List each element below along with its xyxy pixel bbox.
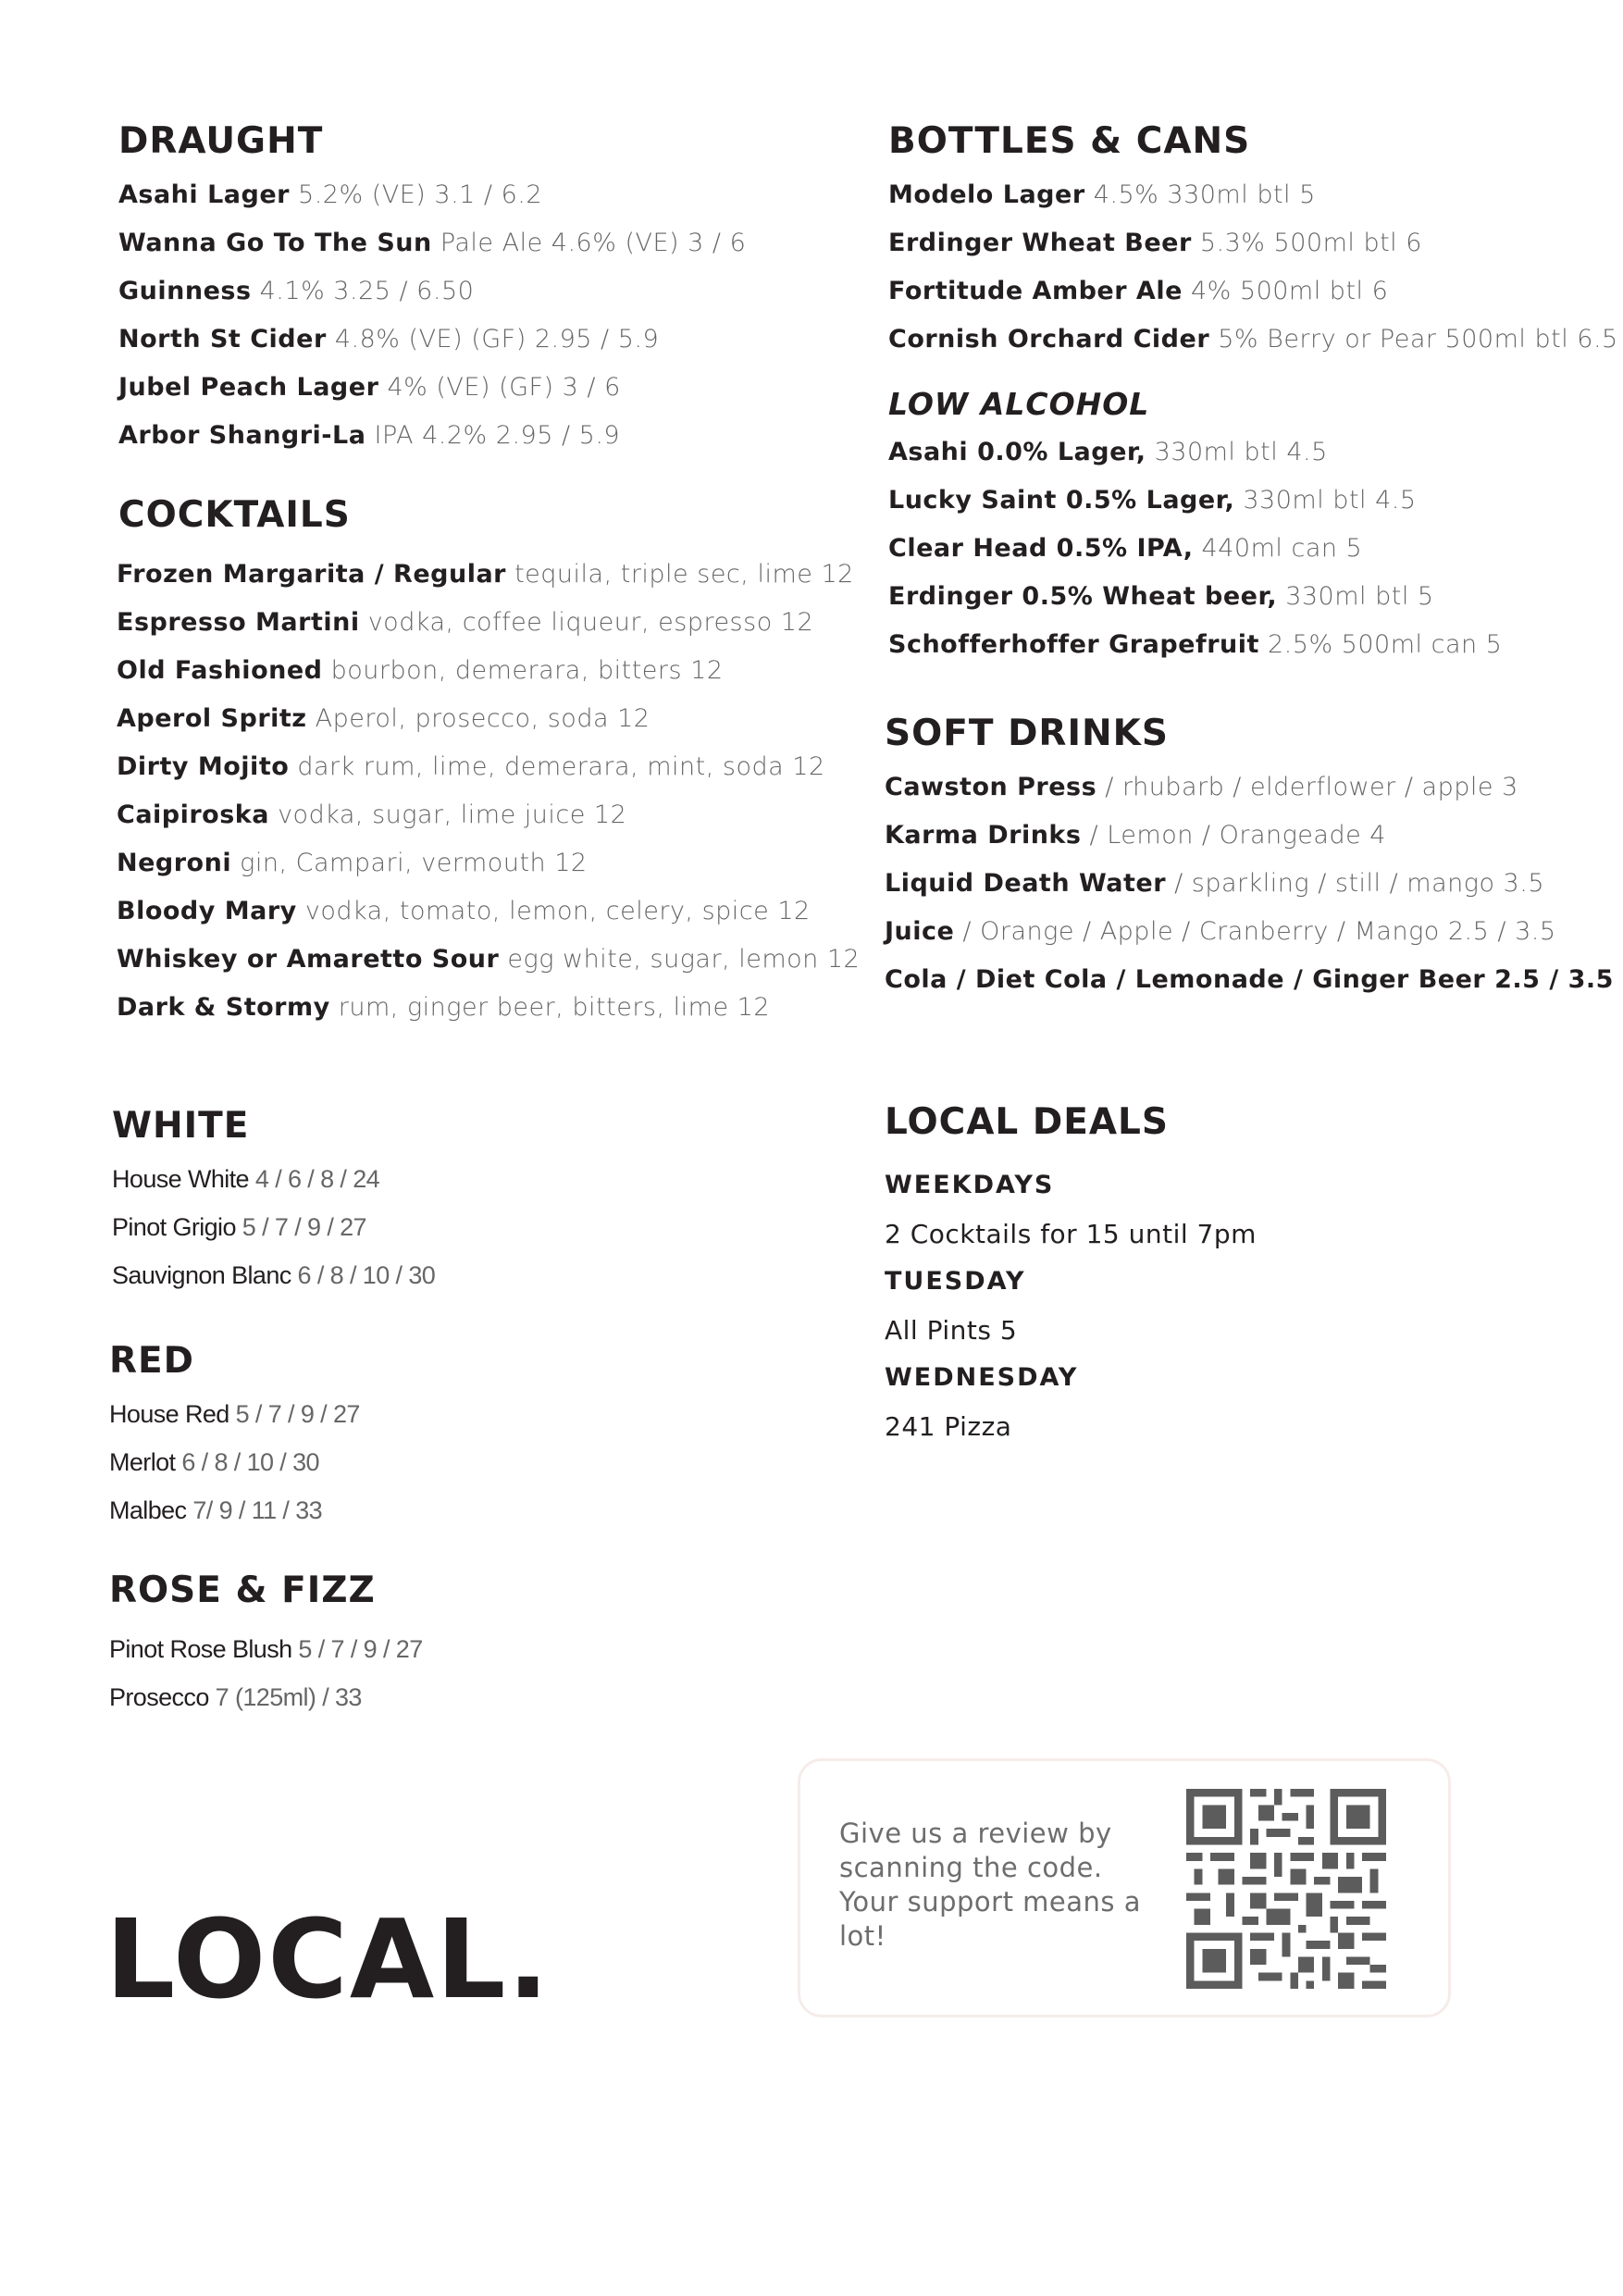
menu-item: Cola / Diet Cola / Lemonade / Ginger Beer 2.5 / 3.5: [885, 965, 1614, 994]
menu-item: North St Cider 4.8% (VE) (GF) 2.95 / 5.9: [118, 325, 660, 354]
bottles-section: [888, 120, 1618, 659]
soft-drinks-section: [885, 713, 1614, 994]
red-wine-section: [109, 1340, 360, 1524]
deal-day: TUESDAY: [885, 1267, 1026, 1296]
qr-code-icon[interactable]: [1171, 1789, 1402, 1989]
deal-text: 241 Pizza: [885, 1411, 1012, 1442]
cocktails-section: [117, 494, 861, 1022]
menu-item: Guinness 4.1% 3.25 / 6.50: [118, 277, 475, 305]
menu-item: Frozen Margarita / Regular tequila, triple sec, lime 12: [117, 560, 854, 589]
deal-text: All Pints 5: [885, 1315, 1018, 1346]
deal-text: 2 Cocktails for 15 until 7pm: [885, 1219, 1257, 1249]
menu-item: Negroni gin, Campari, vermouth 12: [117, 849, 588, 877]
menu-item: Erdinger 0.5% Wheat beer, 330ml btl 5: [888, 582, 1434, 611]
rose-fizz-section: [109, 1570, 423, 1711]
draught-section: [118, 120, 747, 450]
menu-item: Clear Head 0.5% IPA, 440ml can 5: [888, 534, 1363, 563]
menu-item: Cawston Press / rhubarb / elderflower / apple 3: [885, 773, 1518, 801]
menu-item: Jubel Peach Lager 4% (VE) (GF) 3 / 6: [118, 373, 621, 402]
local-deals-section: [885, 1101, 1257, 1442]
soft-drinks-heading: SOFT DRINKS: [885, 713, 1169, 754]
menu-item: House White 4 / 6 / 8 / 24: [112, 1165, 380, 1193]
cocktails-heading: COCKTAILS: [118, 494, 351, 536]
local-logo: LOCAL.: [105, 1895, 551, 2023]
menu-item: Erdinger Wheat Beer 5.3% 500ml btl 6: [888, 229, 1422, 257]
menu-item: Lucky Saint 0.5% Lager, 330ml btl 4.5: [888, 486, 1417, 515]
menu-item: Sauvignon Blanc 6 / 8 / 10 / 30: [112, 1261, 436, 1289]
menu-item: Pinot Grigio 5 / 7 / 9 / 27: [112, 1213, 366, 1241]
menu-item: Espresso Martini vodka, coffee liqueur, espresso 12: [117, 608, 814, 637]
menu-item: Old Fashioned bourbon, demerara, bitters 12: [117, 656, 724, 685]
bottles-heading: BOTTLES & CANS: [888, 120, 1251, 162]
low-alcohol-heading: LOW ALCOHOL: [888, 386, 1150, 422]
menu-item: Asahi 0.0% Lager, 330ml btl 4.5: [888, 438, 1328, 466]
draught-heading: DRAUGHT: [118, 120, 324, 162]
menu-item: Aperol Spritz Aperol, prosecco, soda 12: [117, 704, 650, 733]
menu-item: Asahi Lager 5.2% (VE) 3.1 / 6.2: [118, 180, 543, 209]
menu-item: Bloody Mary vodka, tomato, lemon, celery, spice 12: [117, 897, 811, 925]
menu-item: Dirty Mojito dark rum, lime, demerara, mint, soda 12: [117, 752, 825, 781]
menu-item: Liquid Death Water / sparkling / still / mango 3.5: [885, 869, 1544, 898]
deal-day: WEEKDAYS: [885, 1171, 1055, 1199]
menu-item: Caipiroska vodka, sugar, lime juice 12: [117, 800, 627, 829]
menu-item: Pinot Rose Blush 5 / 7 / 9 / 27: [109, 1635, 423, 1663]
menu-item: Schofferhoffer Grapefruit 2.5% 500ml can 5: [888, 630, 1503, 659]
local-deals-heading: LOCAL DEALS: [885, 1101, 1169, 1143]
red-wine-heading: RED: [109, 1340, 195, 1382]
review-card: [798, 1758, 1451, 2017]
menu-item: Dark & Stormy rum, ginger beer, bitters, lime 12: [117, 993, 771, 1022]
menu-item: Cornish Orchard Cider 5% Berry or Pear 500ml btl 6.5: [888, 325, 1618, 354]
menu-item: Wanna Go To The Sun Pale Ale 4.6% (VE) 3 / 6: [118, 229, 747, 257]
menu-item: Juice / Orange / Apple / Cranberry / Mango 2.5 / 3.5: [885, 917, 1556, 946]
white-wine-section: [112, 1105, 436, 1289]
menu-item: Fortitude Amber Ale 4% 500ml btl 6: [888, 277, 1389, 305]
menu-item: Modelo Lager 4.5% 330ml btl 5: [888, 180, 1316, 209]
white-wine-heading: WHITE: [112, 1105, 250, 1147]
deal-day: WEDNESDAY: [885, 1363, 1079, 1392]
rose-fizz-heading: ROSE & FIZZ: [109, 1570, 376, 1611]
menu-item: Arbor Shangri-La IPA 4.2% 2.95 / 5.9: [118, 421, 621, 450]
menu-item: Karma Drinks / Lemon / Orangeade 4: [885, 821, 1386, 850]
menu-item: Malbec 7/ 9 / 11 / 33: [109, 1496, 323, 1524]
menu-item: Prosecco 7 (125ml) / 33: [109, 1683, 362, 1711]
menu-item: Whiskey or Amaretto Sour egg white, sugar, lemon 12: [117, 945, 861, 974]
menu-item: Merlot 6 / 8 / 10 / 30: [109, 1448, 319, 1476]
review-text: Give us a review by scanning the code. Your support means a lot!: [839, 1818, 1142, 1952]
menu-item: House Red 5 / 7 / 9 / 27: [109, 1400, 360, 1428]
